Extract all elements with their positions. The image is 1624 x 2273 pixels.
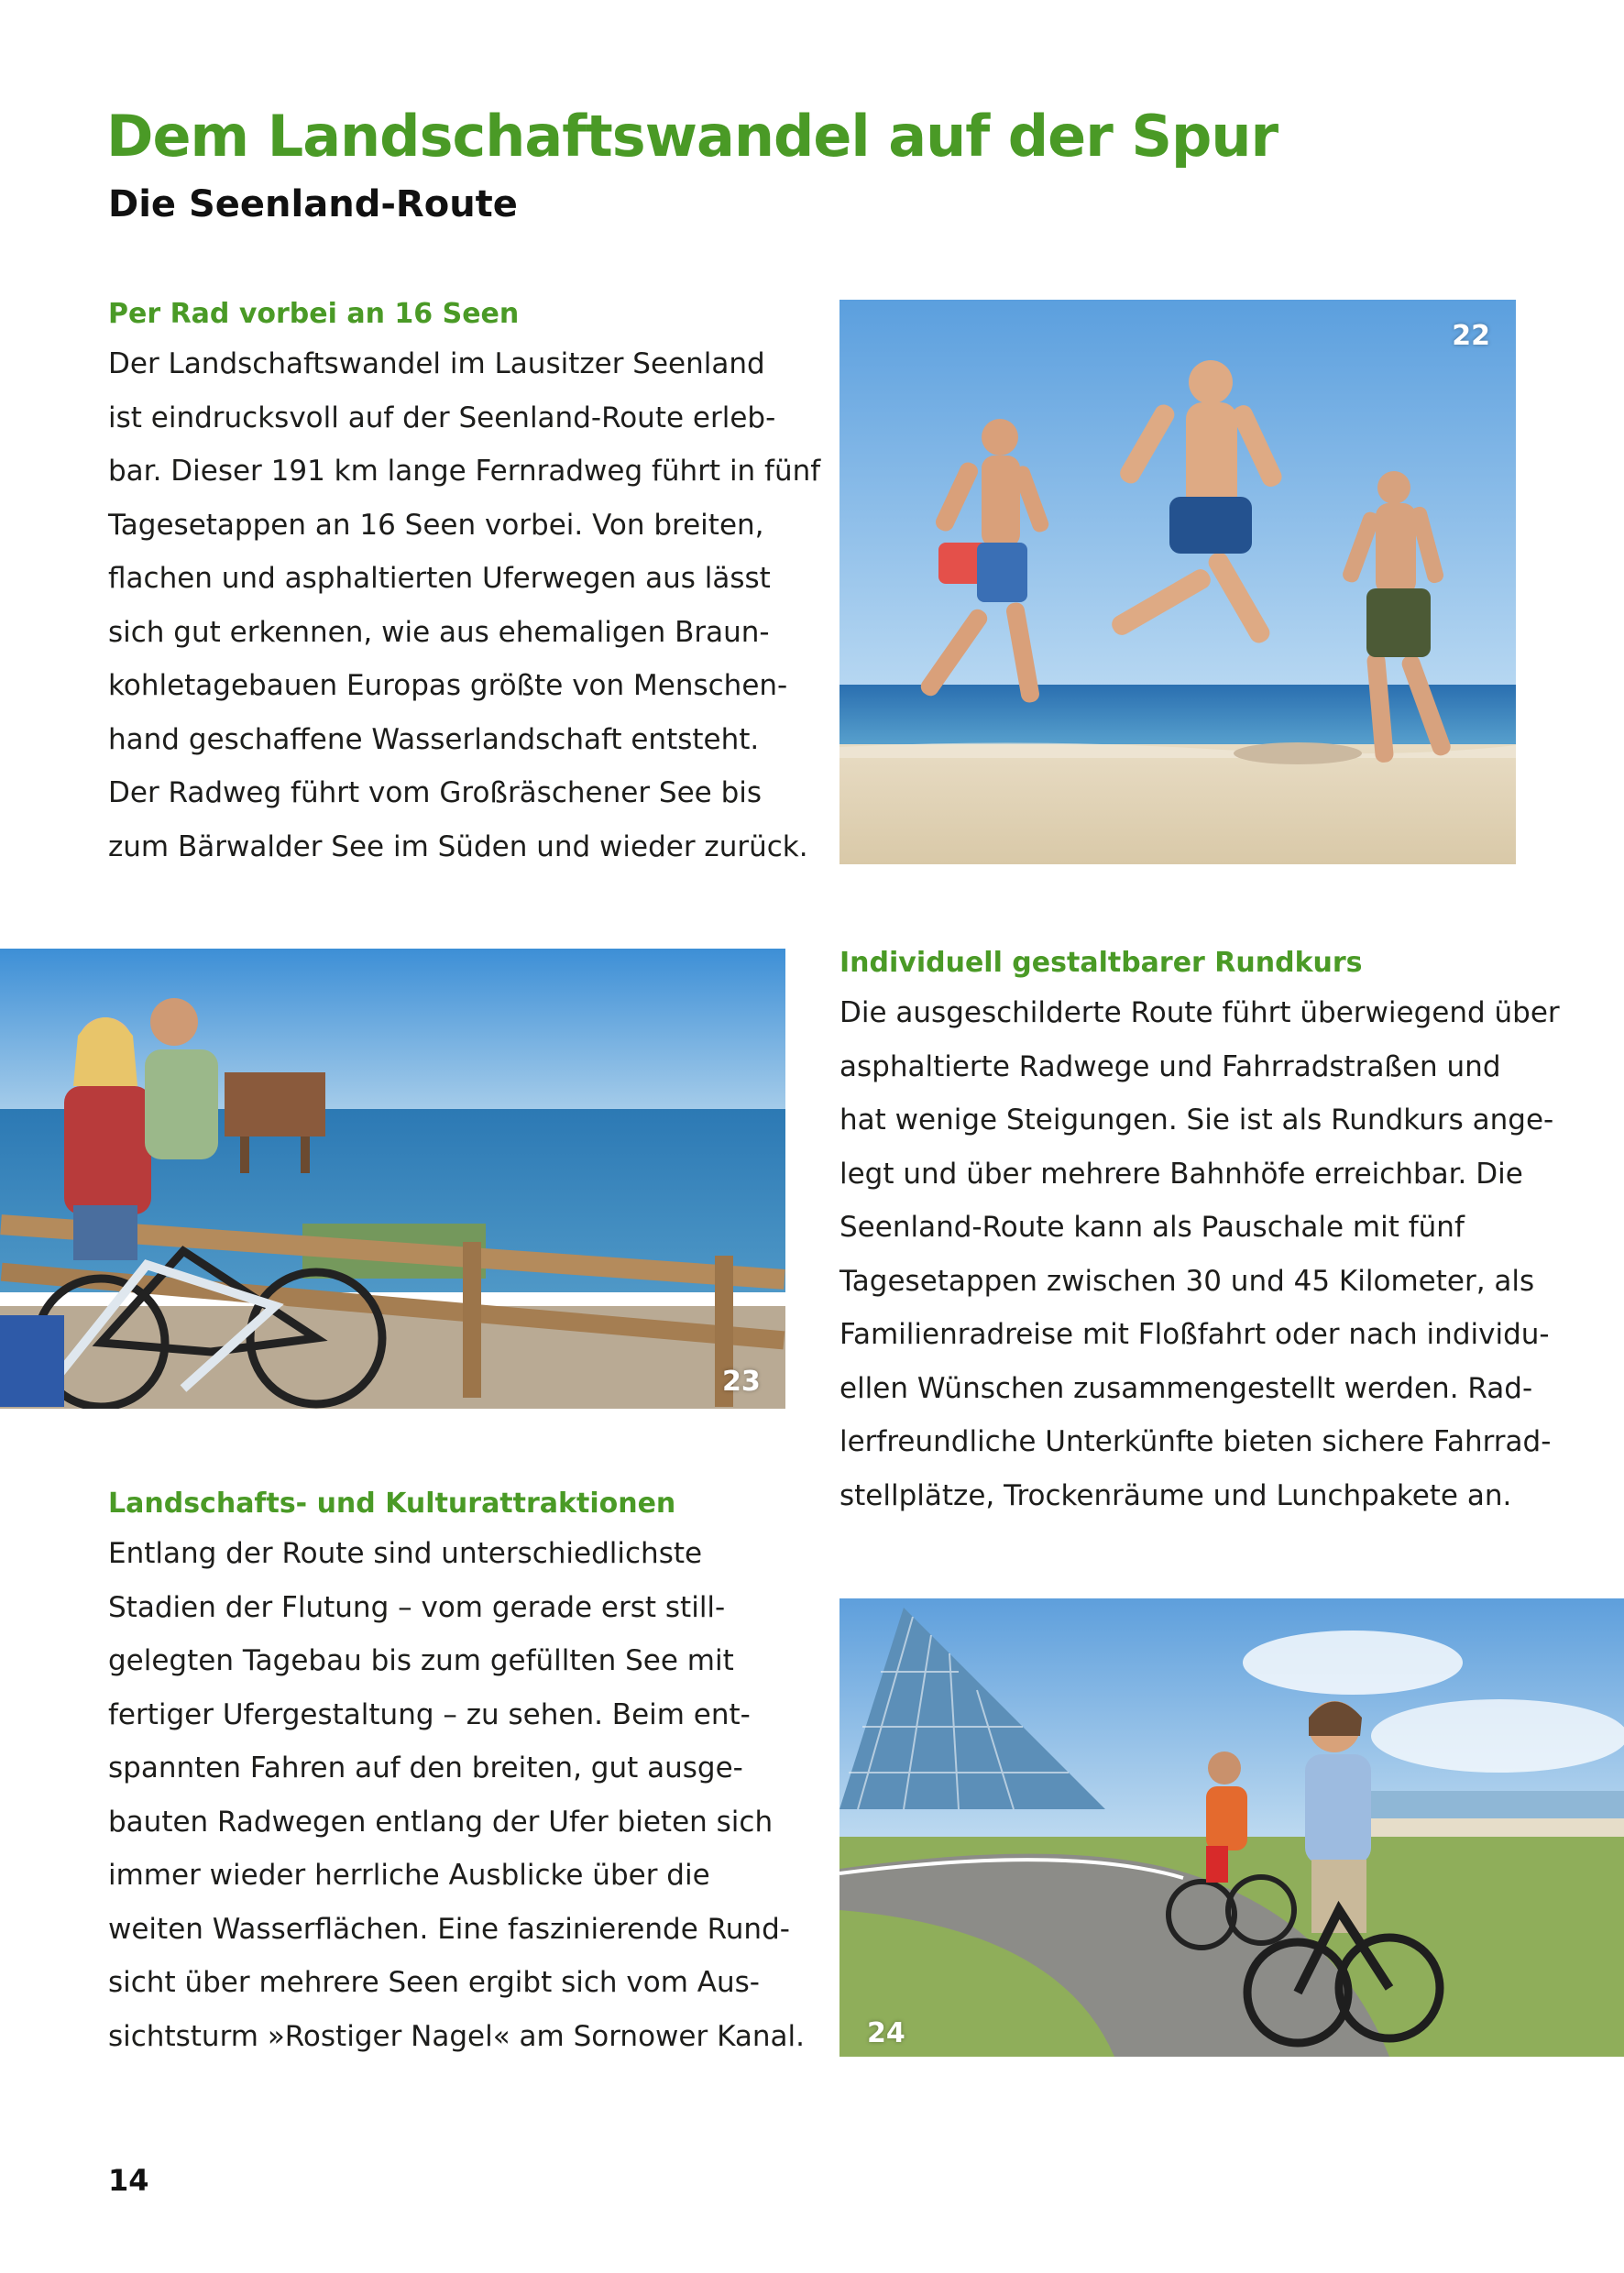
- text-line: kohletagebauen Europas größte von Menschen-: [108, 669, 788, 702]
- text-line: Familienradreise mit Floßfahrt oder nach individu-: [839, 1318, 1550, 1351]
- beach-illustration: [839, 300, 1516, 864]
- text-line: gelegten Tagebau bis zum gefüllten See mit: [108, 1644, 734, 1677]
- text-line: fertiger Ufergestaltung – zu sehen. Beim ent-: [108, 1697, 751, 1731]
- text-line: Die ausgeschilderte Route führt überwiegend über: [839, 996, 1560, 1029]
- page-subtitle: Die Seenland-Route: [108, 183, 518, 225]
- text-line: ist eindrucksvoll auf der Seenland-Route erleb-: [108, 401, 776, 434]
- section-rundkurs: [839, 940, 1560, 1522]
- text-line: weiten Wasserflächen. Eine faszinierende Rund-: [108, 1912, 790, 1946]
- cyclists-road-illustration: [839, 1598, 1624, 2057]
- section-body-rad: [108, 337, 821, 873]
- section-kultur: [108, 1481, 805, 2063]
- text-line: immer wieder herrliche Ausblicke über die: [108, 1859, 710, 1892]
- photo-number-22: 22: [1452, 320, 1490, 352]
- text-line: sicht über mehrere Seen ergibt sich vom Aus-: [108, 1966, 760, 1999]
- photo-cyclists-road: [839, 1598, 1624, 2057]
- photo-beach-jumpers: [839, 300, 1516, 864]
- text-line: hand geschaffene Wasserlandschaft entsteht.: [108, 722, 760, 756]
- text-line: sichtsturm »Rostiger Nagel« am Sornower Kanal.: [108, 2019, 805, 2053]
- page-title: Dem Landschaftswandel auf der Spur: [106, 103, 1278, 170]
- text-line: sich gut erkennen, wie aus ehemaligen Braun-: [108, 615, 770, 649]
- text-line: stellplätze, Trockenräume und Lunchpakete an.: [839, 1478, 1512, 1512]
- text-line: bauten Radwegen entlang der Ufer bieten sich: [108, 1805, 774, 1839]
- page-number: 14: [108, 2163, 149, 2198]
- text-line: Tagesetappen an 16 Seen vorbei. Von breiten,: [108, 508, 764, 542]
- section-heading-kultur: Landschafts- und Kulturattraktionen: [108, 1488, 676, 1520]
- text-line: bar. Dieser 191 km lange Fernradweg führt in fünf: [108, 455, 821, 488]
- text-line: Entlang der Route sind unterschiedlichste: [108, 1537, 703, 1570]
- photo-number-24: 24: [867, 2017, 905, 2049]
- text-line: Stadien der Flutung – vom gerade erst still-: [108, 1590, 726, 1624]
- text-line: legt und über mehrere Bahnhöfe erreichbar. Die: [839, 1157, 1523, 1191]
- section-heading-rad: Per Rad vorbei an 16 Seen: [108, 298, 520, 330]
- text-line: Tagesetappen zwischen 30 und 45 Kilometer, als: [839, 1264, 1535, 1298]
- text-line: Seenland-Route kann als Pauschale mit fünf: [839, 1211, 1465, 1244]
- section-body-kultur: [108, 1527, 805, 2063]
- bikes-lake-illustration: [0, 949, 785, 1409]
- text-line: asphaltierte Radwege und Fahrradstraßen und: [839, 1049, 1501, 1083]
- text-line: zum Bärwalder See im Süden und wieder zurück.: [108, 829, 808, 863]
- section-body-rundkurs: [839, 986, 1560, 1522]
- text-line: flachen und asphaltierten Uferwegen aus lässt: [108, 562, 771, 595]
- text-line: hat wenige Steigungen. Sie ist als Rundkurs ange-: [839, 1104, 1554, 1136]
- section-heading-rundkurs: Individuell gestaltbarer Rundkurs: [839, 947, 1363, 979]
- photo-number-23: 23: [722, 1366, 761, 1398]
- section-rad: [108, 291, 821, 873]
- text-line: Der Radweg führt vom Großräschener See bis: [108, 776, 763, 809]
- text-line: ellen Wünschen zusammengestellt werden. Rad-: [839, 1371, 1533, 1405]
- text-line: lerfreundliche Unterkünfte bieten sichere Fahrrad-: [839, 1425, 1552, 1458]
- photo-bikes-lake: [0, 949, 785, 1409]
- text-line: Der Landschaftswandel im Lausitzer Seenland: [108, 347, 765, 380]
- text-line: spannten Fahren auf den breiten, gut ausge-: [108, 1751, 743, 1784]
